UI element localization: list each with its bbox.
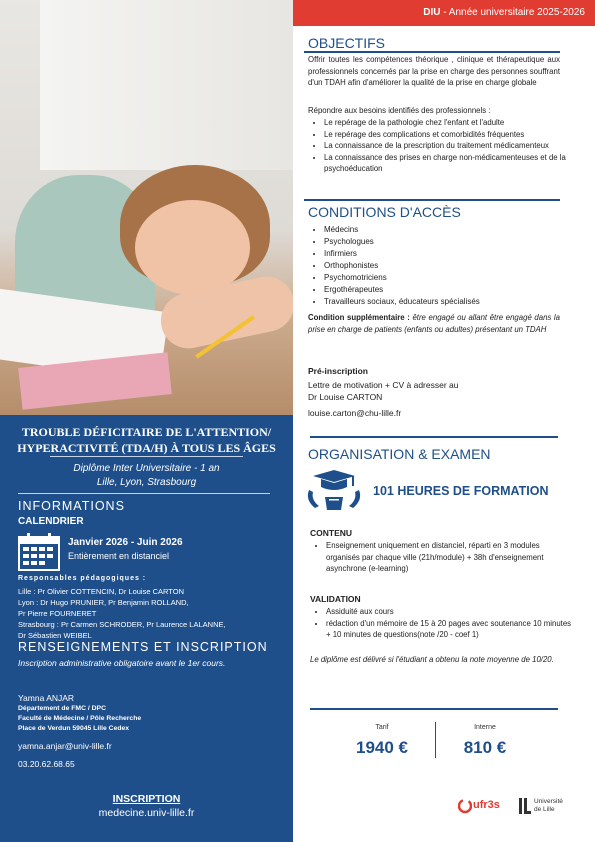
list-item: • Médecins <box>324 224 572 236</box>
validation-heading: VALIDATION <box>310 594 361 604</box>
list-item: • Psychologues <box>324 236 572 248</box>
responsable-line: Lille : Pr Olivier COTTENCIN, Dr Louise CARTON <box>18 587 185 596</box>
left-panel <box>0 415 293 842</box>
preinscription-heading: Pré-inscription <box>308 366 368 376</box>
contact-email[interactable]: yamna.anjar@univ-lille.fr <box>18 741 112 751</box>
header-bar <box>293 0 595 26</box>
list-item: • rédaction d'un mémoire de 15 à 20 pages avec soutenance 10 minutes + 10 minutes de questions(note /20 - coef 1) <box>326 618 572 641</box>
calendar-icon <box>18 533 60 571</box>
universite-lille-logo: Université de Lille <box>518 797 570 817</box>
list-item: • La connaissance de la prescription du traitement médicamenteux <box>324 140 572 152</box>
conditions-list <box>312 224 572 308</box>
list-item: • Assiduité aux cours <box>326 606 572 618</box>
divider <box>50 456 243 457</box>
section-rule <box>304 51 560 53</box>
organisation-heading: ORGANISATION & EXAMEN <box>308 446 491 462</box>
registration-note: Inscription administrative obligatoire avant le 1er cours. <box>18 658 226 668</box>
responsable-line: Dr Sébastien WEIBEL <box>18 631 92 640</box>
cover-photo <box>0 0 293 415</box>
responsable-line: Lyon : Dr Hugo PRUNIER, Pr Benjamin ROLLAND, <box>18 598 189 607</box>
needs-intro: Répondre aux besoins identifiés des professionnels : <box>308 106 491 115</box>
registration-heading: RENSEIGNEMENTS ET INSCRIPTION <box>18 640 268 654</box>
validation-list <box>314 606 572 641</box>
graduation-cap-icon <box>301 470 367 512</box>
list-item: • Infirmiers <box>324 248 572 260</box>
contact-phone[interactable]: 03.20.62.68.65 <box>18 759 75 769</box>
ufr3s-logo: ufr3s <box>458 797 508 815</box>
responsable-line: Strasbourg : Pr Carmen SCHRODER, Pr Laurence LALANNE, <box>18 620 226 629</box>
tarif-label: Tarif <box>375 724 389 731</box>
contact-address: Place de Verdun 59045 Lille Cedex <box>18 725 130 732</box>
preinscription-line: Lettre de motivation + CV à adresser au <box>308 380 459 390</box>
section-rule <box>304 199 560 201</box>
inscription-heading: INSCRIPTION <box>112 793 181 805</box>
interne-label: Interne <box>474 724 496 731</box>
list-item: • Le repérage des complications et comorbidités fréquentes <box>324 129 572 141</box>
needs-list <box>312 117 572 175</box>
contact-name: Yamna ANJAR <box>18 693 75 703</box>
extra-condition: Condition supplémentaire : être engagé ou allant être engagé dans la prise en charge de patients (enfants ou adultes) présentant un TDAH <box>308 313 560 334</box>
calendar-mode: Entièrement en distanciel <box>68 551 170 561</box>
list-item: • Ergothérapeutes <box>324 284 572 296</box>
list-item: • Orthophonistes <box>324 260 572 272</box>
objectifs-intro: Offrir toutes les compétences théorique , clinique et thérapeutique aux professionnels concernés par la prise en charge des personnes souffrant d'un TDAH afin d'améliorer la qualité de la prise en charge globale <box>308 55 560 87</box>
header-year: - Année universitaire 2025-2026 <box>440 7 585 18</box>
contact-faculty: Faculté de Médecine / Pôle Recherche <box>18 715 142 722</box>
pricing-divider <box>435 722 436 758</box>
inscription-link[interactable]: medecine.univ-lille.fr <box>98 807 195 819</box>
responsables-heading: Responsables pédagogiques : <box>18 575 147 582</box>
info-heading: INFORMATIONS <box>18 499 125 513</box>
objectifs-heading: OBJECTIFS <box>308 35 386 51</box>
interne-value: 810 € <box>463 738 507 757</box>
preinscription-email[interactable]: louise.carton@chu-lille.fr <box>308 408 402 418</box>
divider <box>18 493 270 494</box>
contenu-heading: CONTENU <box>310 528 353 538</box>
section-rule <box>310 708 558 710</box>
tarif-value: 1940 € <box>356 738 408 757</box>
diploma-note: Le diplôme est délivré si l'étudiant a obtenu la note moyenne de 10/20. <box>310 655 554 664</box>
header-diu: DIU <box>423 7 441 18</box>
course-title: TROUBLE DÉFICITAIRE DE L'ATTENTION/ HYPERACTIVITÉ (TDA/H) À TOUS LES ÂGES <box>17 425 276 455</box>
list-item: • Travailleurs sociaux, éducateurs spécialisés <box>324 296 572 308</box>
contact-department: Département de FMC / DPC <box>18 705 106 712</box>
calendar-heading: CALENDRIER <box>18 516 84 527</box>
contenu-list <box>314 540 572 575</box>
conditions-heading: CONDITIONS D'ACCÈS <box>308 204 461 220</box>
hours-label: 101 HEURES DE FORMATION <box>373 484 549 498</box>
calendar-dates: Janvier 2026 - Juin 2026 <box>68 537 183 548</box>
preinscription-line: Dr Louise CARTON <box>308 392 383 402</box>
diploma-info: Diplôme Inter Universitaire - 1 an Lille, Lyon, Strasbourg <box>73 463 220 488</box>
section-rule <box>310 436 558 438</box>
list-item: • La connaissance des prises en charge non-médicamenteuses et de la psychoéducation <box>324 152 572 175</box>
list-item: • Le repérage de la pathologie chez l'enfant et l'adulte <box>324 117 572 129</box>
list-item: • Psychomotriciens <box>324 272 572 284</box>
responsable-line: Pr Pierre FOURNERET <box>18 609 97 618</box>
list-item: • Enseignement uniquement en distanciel, réparti en 3 modules organisés par chaque ville (21h/module) + 38h d'enseignement asynchrone (e-learning) <box>326 540 572 575</box>
